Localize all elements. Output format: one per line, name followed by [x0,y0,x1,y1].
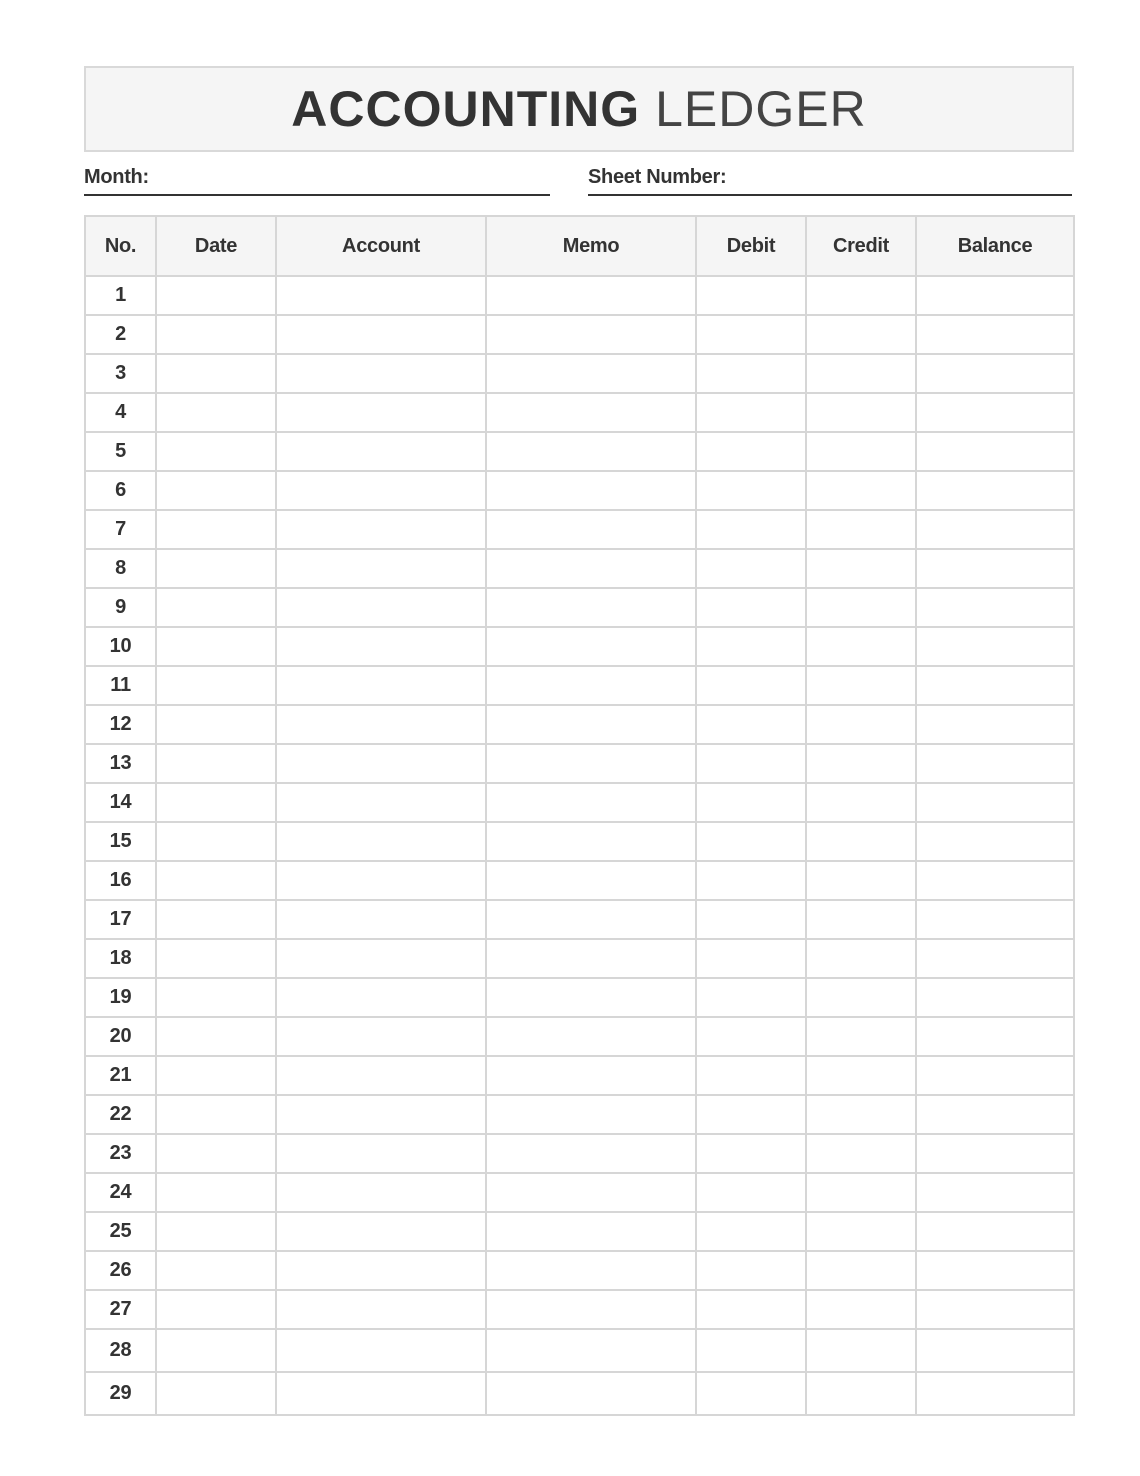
date-cell[interactable] [156,549,276,588]
row-number: 10 [85,627,156,666]
account-cell[interactable] [276,315,486,354]
column-header-account: Account [276,216,486,276]
memo-cell[interactable] [486,861,696,900]
debit-cell[interactable] [696,471,806,510]
debit-cell[interactable] [696,315,806,354]
account-cell[interactable] [276,276,486,315]
date-cell[interactable] [156,1056,276,1095]
row-number: 2 [85,315,156,354]
credit-cell[interactable] [806,1134,916,1173]
balance-cell[interactable] [916,276,1074,315]
date-cell[interactable] [156,393,276,432]
debit-cell[interactable] [696,1372,806,1415]
balance-cell[interactable] [916,627,1074,666]
table-row [85,1329,1074,1372]
balance-cell[interactable] [916,1056,1074,1095]
table-row [85,471,1074,510]
credit-cell[interactable] [806,1212,916,1251]
row-number: 18 [85,939,156,978]
row-number: 12 [85,705,156,744]
memo-cell[interactable] [486,627,696,666]
credit-cell[interactable] [806,627,916,666]
row-number: 16 [85,861,156,900]
debit-cell[interactable] [696,1212,806,1251]
credit-cell[interactable] [806,1290,916,1329]
date-cell[interactable] [156,471,276,510]
balance-cell[interactable] [916,432,1074,471]
account-cell[interactable] [276,900,486,939]
memo-cell[interactable] [486,1290,696,1329]
account-cell[interactable] [276,744,486,783]
table-row [85,549,1074,588]
date-cell[interactable] [156,666,276,705]
title-banner [84,66,1074,152]
row-number: 20 [85,1017,156,1056]
balance-cell[interactable] [916,393,1074,432]
table-row [85,1056,1074,1095]
date-cell[interactable] [156,783,276,822]
debit-cell[interactable] [696,393,806,432]
memo-cell[interactable] [486,510,696,549]
date-cell[interactable] [156,432,276,471]
table-row [85,1290,1074,1329]
row-number: 17 [85,900,156,939]
credit-cell[interactable] [806,978,916,1017]
debit-cell[interactable] [696,276,806,315]
account-cell[interactable] [276,978,486,1017]
date-cell[interactable] [156,276,276,315]
account-cell[interactable] [276,1212,486,1251]
credit-cell[interactable] [806,1056,916,1095]
row-number: 1 [85,276,156,315]
memo-cell[interactable] [486,1372,696,1415]
account-cell[interactable] [276,1173,486,1212]
date-cell[interactable] [156,939,276,978]
memo-cell[interactable] [486,1173,696,1212]
debit-cell[interactable] [696,510,806,549]
column-header-credit: Credit [806,216,916,276]
row-number: 27 [85,1290,156,1329]
memo-cell[interactable] [486,1329,696,1372]
date-cell[interactable] [156,900,276,939]
column-header-debit: Debit [696,216,806,276]
row-number: 28 [85,1329,156,1372]
table-row [85,1212,1074,1251]
date-cell[interactable] [156,1251,276,1290]
debit-cell[interactable] [696,1251,806,1290]
memo-cell[interactable] [486,1095,696,1134]
account-cell[interactable] [276,783,486,822]
memo-cell[interactable] [486,549,696,588]
credit-cell[interactable] [806,900,916,939]
row-number: 11 [85,666,156,705]
balance-cell[interactable] [916,1134,1074,1173]
row-number: 19 [85,978,156,1017]
title-light-word: LEDGER [655,81,867,137]
debit-cell[interactable] [696,354,806,393]
balance-cell[interactable] [916,978,1074,1017]
date-cell[interactable] [156,315,276,354]
debit-cell[interactable] [696,1017,806,1056]
row-number: 8 [85,549,156,588]
ledger-header-row [85,216,1074,276]
date-cell[interactable] [156,744,276,783]
account-cell[interactable] [276,588,486,627]
sheet-number-label: Sheet Number: [588,166,727,188]
debit-cell[interactable] [696,588,806,627]
table-row [85,432,1074,471]
row-number: 22 [85,1095,156,1134]
memo-cell[interactable] [486,1251,696,1290]
credit-cell[interactable] [806,861,916,900]
month-label: Month: [84,166,149,188]
credit-cell[interactable] [806,1095,916,1134]
column-header-balance: Balance [916,216,1074,276]
date-cell[interactable] [156,627,276,666]
debit-cell[interactable] [696,783,806,822]
account-cell[interactable] [276,549,486,588]
account-cell[interactable] [276,1095,486,1134]
debit-cell[interactable] [696,705,806,744]
account-cell[interactable] [276,1372,486,1415]
table-row [85,354,1074,393]
date-cell[interactable] [156,1134,276,1173]
balance-cell[interactable] [916,1173,1074,1212]
debit-cell[interactable] [696,432,806,471]
table-row [85,276,1074,315]
debit-cell[interactable] [696,1056,806,1095]
row-number: 4 [85,393,156,432]
memo-cell[interactable] [486,588,696,627]
table-row [85,315,1074,354]
credit-cell[interactable] [806,1173,916,1212]
account-cell[interactable] [276,1251,486,1290]
credit-cell[interactable] [806,1017,916,1056]
date-cell[interactable] [156,1017,276,1056]
date-cell[interactable] [156,1212,276,1251]
table-row [85,1017,1074,1056]
account-cell[interactable] [276,1056,486,1095]
balance-cell[interactable] [916,1251,1074,1290]
date-cell[interactable] [156,354,276,393]
credit-cell[interactable] [806,276,916,315]
row-number: 25 [85,1212,156,1251]
memo-cell[interactable] [486,1212,696,1251]
date-cell[interactable] [156,1372,276,1415]
memo-cell[interactable] [486,705,696,744]
balance-cell[interactable] [916,900,1074,939]
table-row [85,939,1074,978]
row-number: 3 [85,354,156,393]
ledger-table [84,215,1075,1416]
column-header-date: Date [156,216,276,276]
account-cell[interactable] [276,1329,486,1372]
credit-cell[interactable] [806,315,916,354]
account-cell[interactable] [276,393,486,432]
balance-cell[interactable] [916,939,1074,978]
balance-cell[interactable] [916,1372,1074,1415]
account-cell[interactable] [276,471,486,510]
row-number: 6 [85,471,156,510]
memo-cell[interactable] [486,354,696,393]
account-cell[interactable] [276,822,486,861]
memo-cell[interactable] [486,393,696,432]
credit-cell[interactable] [806,939,916,978]
credit-cell[interactable] [806,432,916,471]
row-number: 26 [85,1251,156,1290]
debit-cell[interactable] [696,900,806,939]
debit-cell[interactable] [696,549,806,588]
account-cell[interactable] [276,666,486,705]
account-cell[interactable] [276,627,486,666]
debit-cell[interactable] [696,627,806,666]
table-row [85,627,1074,666]
ledger-body [85,276,1074,1415]
memo-cell[interactable] [486,744,696,783]
table-row [85,1251,1074,1290]
memo-cell[interactable] [486,939,696,978]
balance-cell[interactable] [916,354,1074,393]
balance-cell[interactable] [916,588,1074,627]
account-cell[interactable] [276,1290,486,1329]
credit-cell[interactable] [806,822,916,861]
memo-cell[interactable] [486,1056,696,1095]
credit-cell[interactable] [806,510,916,549]
memo-cell[interactable] [486,1134,696,1173]
column-header-no: No. [85,216,156,276]
row-number: 23 [85,1134,156,1173]
row-number: 7 [85,510,156,549]
debit-cell[interactable] [696,1329,806,1372]
account-cell[interactable] [276,432,486,471]
memo-cell[interactable] [486,471,696,510]
date-cell[interactable] [156,978,276,1017]
debit-cell[interactable] [696,822,806,861]
date-cell[interactable] [156,822,276,861]
date-cell[interactable] [156,510,276,549]
balance-cell[interactable] [916,510,1074,549]
memo-cell[interactable] [486,822,696,861]
table-row [85,1173,1074,1212]
table-row [85,705,1074,744]
balance-cell[interactable] [916,861,1074,900]
debit-cell[interactable] [696,1173,806,1212]
credit-cell[interactable] [806,354,916,393]
month-field[interactable] [84,166,550,196]
account-cell[interactable] [276,939,486,978]
credit-cell[interactable] [806,666,916,705]
column-header-memo: Memo [486,216,696,276]
date-cell[interactable] [156,705,276,744]
balance-cell[interactable] [916,822,1074,861]
credit-cell[interactable] [806,549,916,588]
table-row [85,1134,1074,1173]
table-row [85,861,1074,900]
debit-cell[interactable] [696,939,806,978]
date-cell[interactable] [156,861,276,900]
table-row [85,510,1074,549]
memo-cell[interactable] [486,978,696,1017]
credit-cell[interactable] [806,744,916,783]
row-number: 21 [85,1056,156,1095]
credit-cell[interactable] [806,588,916,627]
balance-cell[interactable] [916,1017,1074,1056]
account-cell[interactable] [276,861,486,900]
memo-cell[interactable] [486,276,696,315]
credit-cell[interactable] [806,783,916,822]
credit-cell[interactable] [806,471,916,510]
table-row [85,978,1074,1017]
date-cell[interactable] [156,1290,276,1329]
table-row [85,393,1074,432]
balance-cell[interactable] [916,1095,1074,1134]
debit-cell[interactable] [696,1095,806,1134]
row-number: 24 [85,1173,156,1212]
page-title [291,81,867,137]
account-cell[interactable] [276,1017,486,1056]
debit-cell[interactable] [696,1134,806,1173]
balance-cell[interactable] [916,705,1074,744]
date-cell[interactable] [156,588,276,627]
credit-cell[interactable] [806,1372,916,1415]
table-row [85,900,1074,939]
balance-cell[interactable] [916,549,1074,588]
balance-cell[interactable] [916,783,1074,822]
table-row [85,1372,1074,1415]
balance-cell[interactable] [916,744,1074,783]
row-number: 13 [85,744,156,783]
account-cell[interactable] [276,705,486,744]
debit-cell[interactable] [696,978,806,1017]
row-number: 14 [85,783,156,822]
memo-cell[interactable] [486,315,696,354]
balance-cell[interactable] [916,471,1074,510]
title-bold-word: ACCOUNTING [291,81,641,137]
row-number: 15 [85,822,156,861]
debit-cell[interactable] [696,861,806,900]
date-cell[interactable] [156,1095,276,1134]
debit-cell[interactable] [696,666,806,705]
balance-cell[interactable] [916,1212,1074,1251]
credit-cell[interactable] [806,1329,916,1372]
memo-cell[interactable] [486,1017,696,1056]
credit-cell[interactable] [806,705,916,744]
balance-cell[interactable] [916,1329,1074,1372]
account-cell[interactable] [276,1134,486,1173]
sheet-number-field[interactable] [588,166,1072,196]
credit-cell[interactable] [806,1251,916,1290]
memo-cell[interactable] [486,432,696,471]
balance-cell[interactable] [916,666,1074,705]
date-cell[interactable] [156,1173,276,1212]
debit-cell[interactable] [696,744,806,783]
table-row [85,783,1074,822]
credit-cell[interactable] [806,393,916,432]
table-row [85,588,1074,627]
account-cell[interactable] [276,510,486,549]
account-cell[interactable] [276,354,486,393]
memo-cell[interactable] [486,666,696,705]
table-row [85,822,1074,861]
memo-cell[interactable] [486,900,696,939]
row-number: 9 [85,588,156,627]
table-row [85,1095,1074,1134]
balance-cell[interactable] [916,1290,1074,1329]
table-row [85,744,1074,783]
balance-cell[interactable] [916,315,1074,354]
row-number: 29 [85,1372,156,1415]
memo-cell[interactable] [486,783,696,822]
debit-cell[interactable] [696,1290,806,1329]
table-row [85,666,1074,705]
row-number: 5 [85,432,156,471]
date-cell[interactable] [156,1329,276,1372]
